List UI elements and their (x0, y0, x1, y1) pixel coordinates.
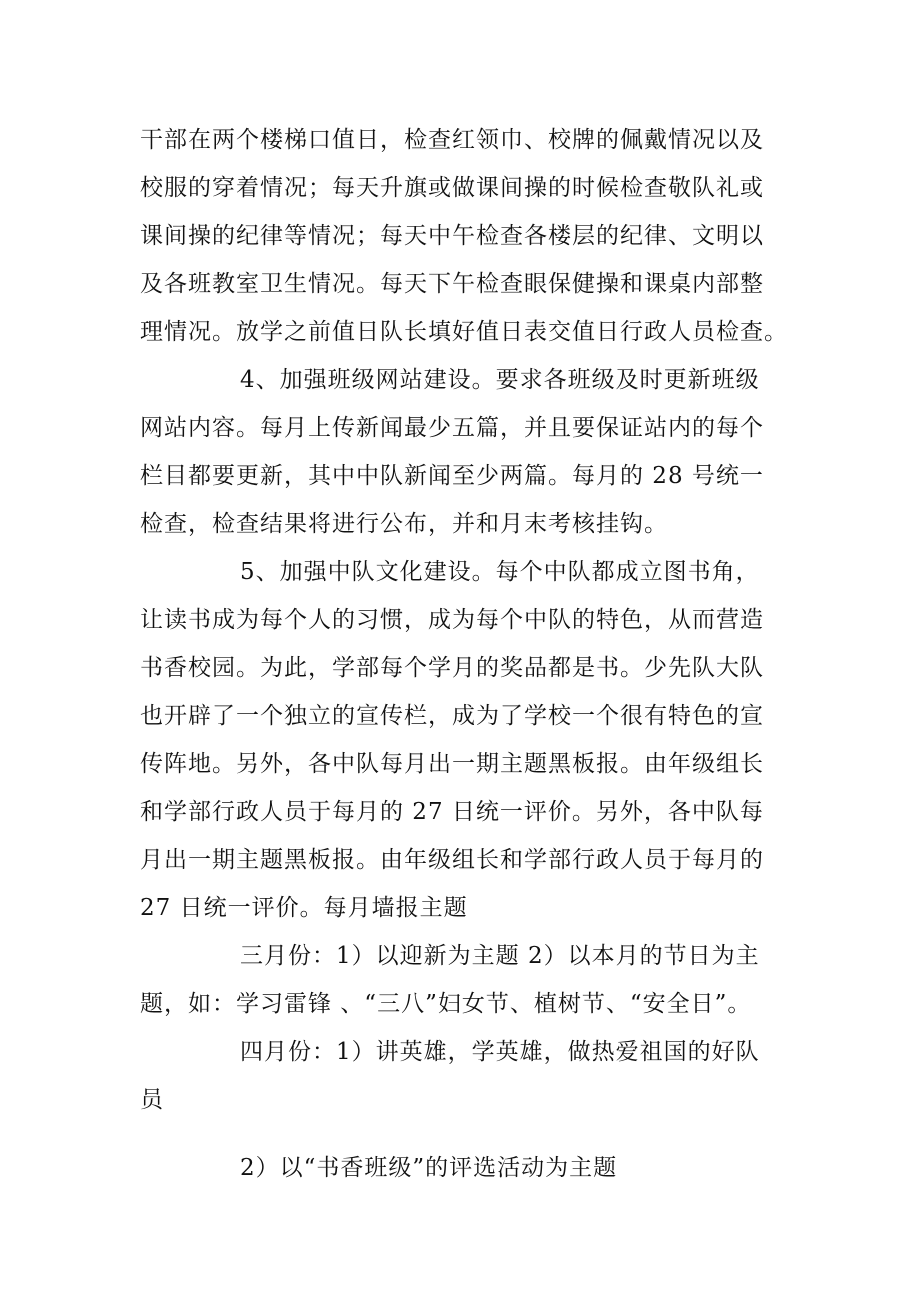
paragraph-line: 也开辟了一个独立的宣传栏，成为了学校一个很有特色的宣 (140, 703, 764, 729)
paragraph-line: 课间操的纪律等情况；每天中午检查各楼层的纪律、文明以 (140, 223, 764, 249)
paragraph-line: 5、加强中队文化建设。每个中队都成立图书角， (240, 559, 760, 585)
paragraph-line: 2）以“书香班级”的评选活动为主题 (240, 1155, 618, 1181)
paragraph-line: 月出一期主题黑板报。由年级组长和学部行政人员于每月的 (140, 847, 764, 873)
paragraph-line: 四月份：1）讲英雄，学英雄，做热爱祖国的好队 (240, 1039, 760, 1065)
paragraph-line: 27 日统一评价。每月墙报主题 (140, 895, 468, 921)
paragraph-line: 检查，检查结果将进行公布，并和月末考核挂钩。 (140, 511, 668, 537)
paragraph-line: 传阵地。另外，各中队每月出一期主题黑板报。由年级组长 (140, 751, 764, 777)
paragraph-line: 4、加强班级网站建设。要求各班级及时更新班级 (240, 367, 760, 393)
paragraph-line: 题，如：学习雷锋 、“三八”妇女节、植树节、“安全日”。 (140, 991, 752, 1017)
paragraph-line: 让读书成为每个人的习惯，成为每个中队的特色，从而营造 (140, 607, 764, 633)
paragraph-line: 理情况。放学之前值日队长填好值日表交值日行政人员检查。 (140, 319, 788, 345)
paragraph-line: 及各班教室卫生情况。每天下午检查眼保健操和课桌内部整 (140, 271, 764, 297)
paragraph-line: 三月份：1）以迎新为主题 2）以本月的节日为主 (240, 943, 760, 969)
paragraph-line: 员 (140, 1087, 164, 1113)
paragraph-line: 栏目都要更新，其中中队新闻至少两篇。每月的 28 号统一 (140, 463, 764, 489)
paragraph-line: 干部在两个楼梯口值日，检查红领巾、校牌的佩戴情况以及 (140, 127, 764, 153)
paragraph-line: 书香校园。为此，学部每个学月的奖品都是书。少先队大队 (140, 655, 764, 681)
paragraph-line: 校服的穿着情况；每天升旗或做课间操的时候检查敬队礼或 (140, 175, 764, 201)
paragraph-line: 网站内容。每月上传新闻最少五篇，并且要保证站内的每个 (140, 415, 764, 441)
document-body (140, 116, 788, 1192)
paragraph-line: 和学部行政人员于每月的 27 日统一评价。另外，各中队每 (140, 799, 764, 825)
